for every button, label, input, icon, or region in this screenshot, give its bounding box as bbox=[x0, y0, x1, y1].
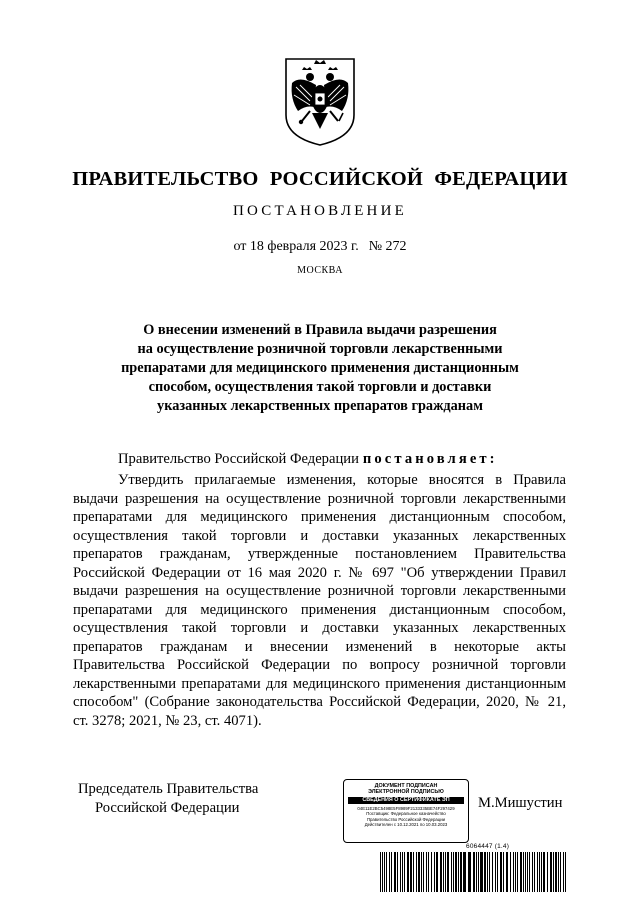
document-body bbox=[73, 471, 566, 730]
barcode-bar bbox=[547, 852, 548, 892]
preamble-verb: постановляет: bbox=[362, 451, 498, 467]
barcode-bar bbox=[500, 852, 502, 892]
barcode-bar bbox=[447, 852, 449, 892]
barcode-bar bbox=[558, 852, 559, 892]
barcode-bar bbox=[428, 852, 429, 892]
barcode-bar bbox=[497, 852, 498, 892]
barcode-bar bbox=[510, 852, 511, 892]
barcode-bar bbox=[400, 852, 401, 892]
barcode-bar bbox=[565, 852, 566, 892]
subject-line: указанных лекарственных препаратов гражданам bbox=[157, 398, 483, 414]
body-line: Утвердить прилагаемые изменения, которые вносятся в Правила bbox=[118, 472, 566, 488]
barcode-bar bbox=[527, 852, 528, 892]
barcode-bar bbox=[484, 852, 486, 892]
signer-name: М.Мишустин bbox=[478, 795, 563, 811]
barcode-bar bbox=[436, 852, 438, 892]
barcode-bar bbox=[476, 852, 477, 892]
stamp-header: СВЕДЕНИЯ О СЕРТИФИКАТЕ ЭП bbox=[348, 797, 464, 804]
barcode-bar bbox=[532, 852, 533, 892]
document-city: МОСКВА bbox=[297, 265, 343, 276]
barcode-bar bbox=[517, 852, 518, 892]
preamble-text: Правительство Российской Федерации bbox=[118, 451, 359, 467]
barcode-bar bbox=[468, 852, 471, 892]
body-line: препаратов гражданам, утвержденные постановлением Правительства bbox=[73, 546, 566, 562]
barcode-bar bbox=[503, 852, 504, 892]
barcode-bar bbox=[529, 852, 530, 892]
signer-position-line: Российской Федерации bbox=[95, 800, 240, 816]
subject-line: способом, осуществления такой торговли и доставки bbox=[148, 379, 492, 395]
electronic-signature-stamp bbox=[343, 779, 469, 843]
barcode-bar bbox=[520, 852, 522, 892]
body-line: Российской Федерации от 16 мая 2020 г. № 697 "Об утверждении Правил bbox=[73, 564, 566, 581]
stamp-issuer: Правительство Российской Федерации bbox=[366, 816, 446, 822]
barcode-bar bbox=[434, 852, 435, 892]
document-number: № 272 bbox=[368, 239, 407, 254]
subject-line: препаратами для медицинского применения дистанционным bbox=[121, 360, 519, 376]
body-line: препаратов гражданам и внесении изменений в некоторые акты bbox=[73, 638, 566, 655]
government-title: ПРАВИТЕЛЬСТВО РОССИЙСКОЙ ФЕДЕРАЦИИ bbox=[72, 168, 568, 190]
barcode-bar bbox=[380, 852, 381, 892]
barcode-bar bbox=[539, 852, 540, 892]
barcode-bar bbox=[543, 852, 545, 892]
stamp-validity: Действителен с 10.12.2021 по 10.03.2023 bbox=[364, 822, 448, 828]
body-line: способом" (Собрание законодательства Российской Федерации, 2020, № 21, bbox=[73, 694, 566, 710]
signer-position bbox=[78, 780, 258, 818]
barcode-bar bbox=[421, 852, 422, 892]
barcode-bar bbox=[382, 852, 383, 892]
body-line: осуществления такой торговли и доставки указанных лекарственных bbox=[73, 527, 566, 544]
barcode-bar bbox=[560, 852, 561, 892]
barcode-bar bbox=[397, 852, 398, 892]
subject-line: О внесении изменений в Правила выдачи разрешения bbox=[143, 322, 497, 338]
barcode-bar bbox=[555, 852, 557, 892]
barcode-bar bbox=[460, 852, 462, 892]
barcode-bar bbox=[506, 852, 508, 892]
body-line: осуществления такой торговли и доставки указанных лекарственных bbox=[73, 620, 566, 636]
barcode-number: 6064447 (1.4) bbox=[466, 843, 510, 850]
body-line: препаратами для медицинского применения дистанционным способом, bbox=[73, 509, 566, 525]
barcode-bar bbox=[487, 852, 488, 892]
barcode-bar bbox=[495, 852, 496, 892]
body-line: выдачи разрешения на осуществление розничной торговли лекарственными bbox=[73, 490, 566, 507]
barcode-bar bbox=[463, 852, 466, 892]
barcode-bar bbox=[455, 852, 457, 892]
barcode-bar bbox=[431, 852, 432, 892]
barcode-bar bbox=[416, 852, 417, 892]
barcode-bar bbox=[458, 852, 459, 892]
barcode-bar bbox=[384, 852, 385, 892]
barcode-bar bbox=[553, 852, 554, 892]
document-type: ПОСТАНОВЛЕНИЕ bbox=[233, 203, 407, 219]
preamble bbox=[118, 451, 498, 468]
barcode-bar bbox=[389, 852, 390, 892]
barcode-bar bbox=[386, 852, 387, 892]
subject-line: на осуществление розничной торговли лекарственными bbox=[137, 341, 503, 357]
barcode-bar bbox=[473, 852, 475, 892]
barcode-bar bbox=[423, 852, 424, 892]
barcode-bar bbox=[550, 852, 552, 892]
document-subject bbox=[95, 321, 545, 416]
barcode-bar bbox=[515, 852, 516, 892]
barcode-bar bbox=[541, 852, 542, 892]
barcode-bar bbox=[391, 852, 392, 892]
barcode-bar bbox=[523, 852, 524, 892]
barcode-bar bbox=[480, 852, 483, 892]
barcode-bar bbox=[537, 852, 538, 892]
stamp-line: ЭЛЕКТРОННОЙ ПОДПИСЬЮ bbox=[368, 789, 444, 796]
barcode-bar bbox=[413, 852, 414, 892]
body-line: выдачи разрешения на осуществление розничной торговли лекарственными bbox=[73, 583, 566, 599]
barcode bbox=[380, 852, 568, 892]
document-date: от 18 февраля 2023 г. bbox=[233, 239, 359, 254]
barcode-bar bbox=[440, 852, 442, 892]
body-line: Правительства Российской Федерации по вопросу розничной торговли bbox=[73, 657, 566, 673]
barcode-bar bbox=[453, 852, 454, 892]
barcode-bar bbox=[451, 852, 452, 892]
document-date-line bbox=[0, 239, 640, 255]
stamp-serial: 04E11E2BC5498E5F8989F2133335BE74F297429 bbox=[357, 805, 455, 811]
barcode-bar bbox=[513, 852, 514, 892]
body-line: ст. 3278; 2021, № 23, ст. 4071). bbox=[73, 712, 262, 729]
barcode-bar bbox=[478, 852, 479, 892]
stamp-issuer: Поставщик: Федеральное казначейство bbox=[366, 811, 446, 817]
barcode-bar bbox=[426, 852, 427, 892]
barcode-bar bbox=[492, 852, 493, 892]
barcode-bar bbox=[394, 852, 396, 892]
signer-position-line: Председатель Правительства bbox=[78, 781, 259, 797]
barcode-bar bbox=[404, 852, 405, 892]
body-line: лекарственными препаратами для медицинского применения дистанционным bbox=[73, 675, 566, 692]
barcode-bar bbox=[402, 852, 403, 892]
barcode-bar bbox=[534, 852, 535, 892]
russian-eagle-emblem-icon bbox=[280, 55, 360, 147]
body-line: препаратами для медицинского применения дистанционным способом, bbox=[73, 601, 566, 618]
barcode-bar bbox=[443, 852, 444, 892]
barcode-bar bbox=[525, 852, 526, 892]
barcode-bar bbox=[563, 852, 564, 892]
barcode-bar bbox=[489, 852, 490, 892]
barcode-bar bbox=[407, 852, 409, 892]
barcode-bar bbox=[410, 852, 412, 892]
barcode-bar bbox=[445, 852, 446, 892]
barcode-bar bbox=[418, 852, 420, 892]
stamp-line: ДОКУМЕНТ ПОДПИСАН bbox=[374, 783, 438, 789]
